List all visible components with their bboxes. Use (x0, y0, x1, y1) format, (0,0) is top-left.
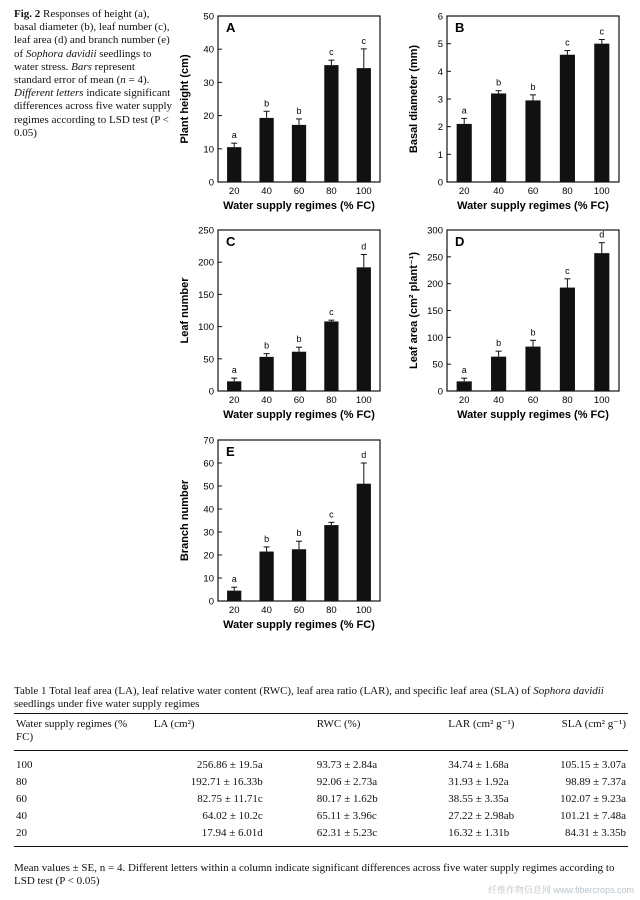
x-tick-label: 60 (293, 605, 305, 616)
y-axis-title: Plant height (cm) (179, 54, 191, 144)
y-tick-label: 150 (427, 306, 443, 317)
y-tick-label: 0 (208, 596, 214, 608)
y-tick-label: 50 (203, 11, 214, 23)
x-tick-label: 20 (228, 395, 240, 406)
x-tick-label: 40 (261, 395, 272, 406)
cell-regime: 80 (16, 776, 27, 788)
x-tick-label: 100 (355, 605, 372, 616)
x-tick-label: 60 (293, 395, 305, 406)
x-tick-label: 100 (593, 395, 610, 406)
chart-panel-b (405, 4, 633, 214)
y-tick-label: 50 (432, 359, 443, 371)
y-tick-label: 30 (203, 77, 214, 89)
bar (292, 352, 306, 391)
table-title-text: Table 1 Total leaf area (LA), leaf relative water content (RWC), leaf area ratio (LAR), and specific leaf area (SLA) of (14, 685, 531, 697)
bar (357, 267, 371, 391)
bar (324, 65, 338, 182)
x-tick-label: 80 (562, 395, 573, 406)
cell-sla: 101.21 ± 7.48a (560, 810, 626, 822)
panel-letter: B (455, 20, 465, 35)
y-tick-label: 70 (203, 435, 214, 447)
y-tick-label: 30 (203, 527, 214, 539)
y-tick-label: 50 (203, 354, 214, 366)
y-tick-label: 5 (437, 39, 443, 51)
caption-n: n (120, 74, 126, 87)
caption-text-2: seedlings to water stress. (14, 47, 152, 73)
y-tick-label: 100 (427, 332, 443, 344)
header-rwc: RWC (%) (316, 718, 361, 730)
bar (259, 357, 273, 391)
chart-panel-d (405, 218, 633, 423)
significance-letter: c (599, 26, 605, 37)
y-tick-label: 200 (427, 279, 443, 291)
table-title-tail: seedlings under five water supply regimes (14, 698, 200, 710)
y-tick-label: 0 (208, 386, 214, 398)
x-tick-label: 40 (261, 186, 272, 197)
chart-svg (176, 428, 394, 633)
y-tick-label: 0 (208, 177, 214, 189)
bar (259, 118, 273, 182)
cell-sla: 102.07 ± 9.23a (560, 793, 626, 805)
bar (324, 321, 338, 391)
x-tick-label: 20 (458, 395, 470, 406)
y-tick-label: 150 (198, 289, 214, 301)
chart-svg (405, 4, 633, 214)
y-tick-label: 50 (203, 481, 214, 493)
y-tick-label: 4 (437, 66, 443, 78)
significance-letter: b (296, 334, 302, 345)
bar (324, 525, 338, 601)
table-header-row (14, 714, 628, 751)
cell-rwc: 65.11 ± 3.96c (316, 810, 377, 822)
caption-different-letters: Different letters (14, 87, 84, 100)
bar (525, 100, 540, 182)
y-tick-label: 60 (203, 458, 214, 470)
y-tick-label: 2 (437, 122, 443, 134)
cell-la: 256.86 ± 19.5a (196, 759, 263, 771)
y-tick-label: 20 (203, 111, 214, 123)
significance-letter: b (296, 105, 302, 116)
x-tick-label: 20 (228, 186, 240, 197)
caption-text-4: = 4). (128, 74, 150, 87)
panel-letter: C (226, 234, 236, 249)
x-tick-label: 40 (261, 605, 272, 616)
bar (457, 124, 472, 182)
cell-la: 64.02 ± 10.2c (202, 810, 263, 822)
y-axis-title: Branch number (179, 479, 191, 562)
x-tick-label: 80 (326, 605, 337, 616)
y-tick-label: 250 (198, 225, 214, 237)
chart-panel-e (176, 428, 394, 633)
significance-letter: b (264, 98, 270, 109)
cell-la: 17.94 ± 6.01d (201, 827, 263, 839)
x-tick-label: 100 (593, 186, 610, 197)
x-axis-title: Water supply regimes (% FC) (223, 409, 375, 421)
cell-rwc: 80.17 ± 1.62b (316, 793, 378, 805)
panel-letter: E (226, 444, 235, 459)
y-tick-label: 200 (198, 257, 214, 269)
cell-lar: 27.22 ± 2.98ab (448, 810, 515, 822)
x-tick-label: 60 (293, 186, 305, 197)
chart-svg (176, 218, 394, 423)
header-la: LA (cm²) (153, 718, 195, 730)
x-tick-label: 80 (326, 186, 337, 197)
y-tick-label: 10 (203, 573, 214, 585)
significance-letter: c (565, 265, 570, 276)
table-row (14, 825, 628, 847)
cell-lar: 38.55 ± 3.35a (448, 793, 509, 805)
x-tick-label: 100 (355, 186, 372, 197)
y-tick-label: 300 (427, 225, 443, 237)
caption-text-5: indicate significant differences across five water supply regimes according to LSD test (P < 0.05) (14, 87, 173, 139)
cell-sla: 98.89 ± 7.37a (565, 776, 626, 788)
x-tick-label: 60 (527, 186, 539, 197)
y-tick-label: 250 (427, 252, 443, 264)
bar (491, 357, 506, 391)
significance-letter: d (361, 241, 367, 252)
bar (491, 93, 506, 182)
x-tick-label: 20 (458, 186, 470, 197)
y-tick-label: 40 (203, 504, 214, 516)
y-tick-label: 20 (203, 550, 214, 562)
table-row (14, 751, 628, 775)
significance-letter: a (461, 105, 467, 116)
y-tick-label: 40 (203, 44, 214, 56)
bar (560, 288, 575, 391)
cell-regime: 40 (16, 810, 27, 822)
significance-letter: a (461, 365, 467, 376)
figure-label: Fig. 2 (14, 8, 41, 20)
significance-letter: c (329, 47, 334, 58)
significance-letter: b (296, 528, 302, 539)
table-title (14, 685, 626, 711)
significance-letter: c (329, 307, 334, 318)
cell-regime: 20 (16, 827, 27, 839)
cell-la: 192.71 ± 16.33b (190, 776, 263, 788)
chart-panel-c (176, 218, 394, 423)
significance-letter: b (264, 533, 270, 544)
panel-letter: D (455, 234, 465, 249)
y-tick-label: 10 (203, 144, 214, 156)
y-tick-label: 100 (198, 322, 214, 334)
bar (560, 55, 575, 182)
significance-letter: b (496, 77, 502, 88)
bar (594, 253, 609, 391)
x-axis-title: Water supply regimes (% FC) (223, 200, 375, 212)
cell-rwc: 62.31 ± 5.23c (316, 827, 378, 839)
bar (259, 552, 273, 601)
cell-la: 82.75 ± 11.71c (197, 793, 263, 805)
cell-sla: 105.15 ± 3.07a (560, 759, 626, 771)
table-title-species: Sophora davidii (533, 685, 604, 697)
cell-regime: 100 (16, 759, 33, 771)
bar (227, 147, 241, 182)
x-tick-label: 80 (326, 395, 337, 406)
y-tick-label: 6 (437, 11, 443, 23)
x-tick-label: 40 (493, 395, 504, 406)
y-tick-label: 1 (437, 149, 443, 161)
figure-caption (14, 8, 174, 140)
cell-lar: 31.93 ± 1.92a (448, 776, 509, 788)
significance-letter: b (264, 340, 270, 351)
caption-bars: Bars (71, 60, 92, 73)
x-tick-label: 20 (228, 605, 240, 616)
y-axis-title: Basal diameter (mm) (408, 44, 420, 154)
cell-sla: 84.31 ± 3.35b (564, 827, 626, 839)
x-axis-title: Water supply regimes (% FC) (457, 409, 609, 421)
chart-svg (176, 4, 394, 214)
cell-lar: 16.32 ± 1.31b (448, 827, 510, 839)
significance-letter: a (231, 574, 237, 585)
table-row (14, 774, 628, 791)
bar (357, 68, 371, 182)
chart-panel-a (176, 4, 394, 214)
y-axis-title: Leaf number (179, 277, 191, 344)
significance-letter: b (496, 338, 502, 349)
significance-letter: b (530, 327, 536, 338)
y-tick-label: 0 (437, 386, 443, 398)
significance-letter: c (329, 509, 334, 520)
table-row (14, 791, 628, 808)
x-tick-label: 40 (493, 186, 504, 197)
significance-letter: d (361, 450, 367, 460)
significance-letter: b (530, 81, 536, 92)
x-tick-label: 100 (355, 395, 372, 406)
significance-letter: c (361, 35, 367, 46)
x-tick-label: 60 (527, 395, 539, 406)
bar (594, 44, 609, 182)
significance-letter: a (231, 365, 237, 376)
data-table (14, 713, 628, 847)
bar (357, 484, 371, 601)
significance-letter: a (231, 130, 237, 141)
header-regime: Water supply regimes (% FC) (16, 718, 128, 743)
bar (292, 125, 306, 182)
header-sla: SLA (cm² g⁻¹) (561, 718, 626, 730)
bar (292, 549, 306, 601)
table-note: Mean values ± SE, n = 4. Different letters within a column indicate significant differences across five water supply regimes according to LSD test (P < 0.05) (14, 862, 615, 887)
cell-rwc: 92.06 ± 2.73a (316, 776, 378, 788)
watermark: 纤维作物信息网 www.fibercrops.com (487, 885, 634, 895)
bar (525, 347, 540, 391)
x-axis-title: Water supply regimes (% FC) (223, 619, 375, 631)
y-axis-title: Leaf area (cm² plant⁻¹) (408, 251, 420, 370)
x-axis-title: Water supply regimes (% FC) (457, 200, 609, 212)
x-tick-label: 80 (562, 186, 573, 197)
cell-rwc: 93.73 ± 2.84a (316, 759, 378, 771)
y-tick-label: 3 (437, 94, 443, 106)
header-lar: LAR (cm² g⁻¹) (448, 718, 515, 730)
cell-lar: 34.74 ± 1.68a (448, 759, 509, 771)
caption-text-3: represent standard error of mean ( (14, 60, 135, 87)
significance-letter: c (565, 37, 570, 48)
caption-text: Responses of height (a), basal diameter (b), leaf number (c), leaf area (d) and branch number (e) of (14, 8, 170, 60)
y-tick-label: 0 (437, 177, 443, 189)
cell-regime: 60 (16, 793, 27, 805)
table-row (14, 808, 628, 825)
chart-svg (405, 218, 633, 423)
caption-species: Sophora davidii (25, 47, 97, 60)
significance-letter: d (599, 229, 605, 240)
panel-letter: A (226, 20, 236, 35)
